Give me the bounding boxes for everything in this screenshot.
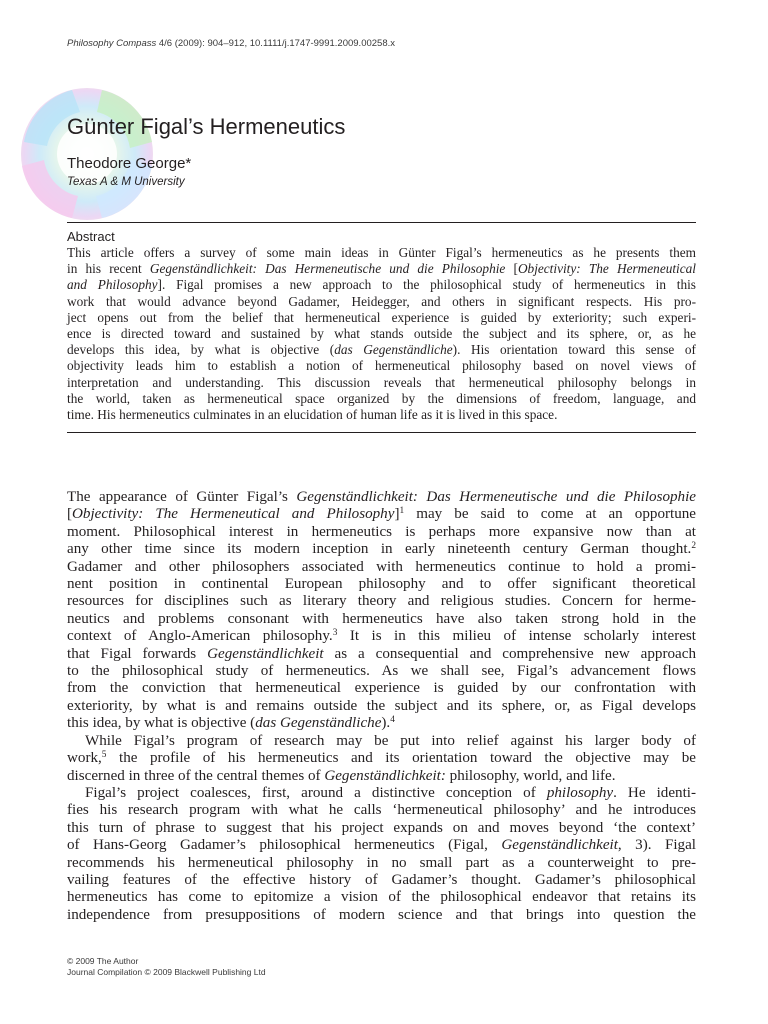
text-run: nent position in continental European philosophy and to offer significant theoretical	[67, 576, 696, 593]
text-run: interpretation and understanding. This discussion reveals that hermeneutical philosophy belongs in	[67, 374, 696, 390]
body-line	[67, 646, 696, 663]
body-line	[67, 733, 696, 750]
italic-text: Objectivity: The Hermeneutical and Philosophy	[72, 506, 395, 523]
body-line	[67, 837, 696, 854]
body-line	[67, 593, 696, 610]
abstract-line	[67, 277, 696, 293]
abstract-line	[67, 261, 696, 277]
abstract-heading: Abstract	[67, 229, 115, 244]
citation-details: 4/6 (2009): 904–912, 10.1111/j.1747-9991.2009.00258.x	[156, 38, 396, 49]
text-run: [	[505, 261, 518, 277]
body-line	[67, 820, 696, 837]
abstract-line	[67, 326, 696, 342]
body-line	[67, 506, 696, 523]
text-run: hermeneutics has come to epitomize a vision of the philosophical endeavor that retains its	[67, 889, 696, 906]
abstract-line	[67, 342, 696, 358]
text-run: to the philosophical study of hermeneutics. As we shall see, Figal’s advancement flows	[67, 663, 696, 680]
body-line	[67, 855, 696, 872]
italic-text: philosophy	[546, 784, 614, 801]
body-line	[67, 559, 696, 576]
text-run: ]	[394, 506, 400, 523]
text-run: this turn of phrase to suggest that his project expands on and moves beyond ‘the context’	[67, 819, 696, 836]
body-line	[67, 576, 696, 593]
text-run: This article offers a survey of some main ideas in Günter Figal’s hermeneutics as he presents them	[67, 245, 696, 260]
text-run: . He identi-	[613, 784, 697, 801]
italic-text: Gegenständlichkeit: Das Hermeneutische und die Philosophie	[296, 489, 696, 505]
text-run: may be said to come at an opportune	[404, 506, 696, 523]
body-line	[67, 680, 696, 697]
body-line	[67, 611, 696, 628]
italic-text: Objectivity: The Hermeneutical	[517, 261, 696, 277]
text-run: that Figal forwards	[67, 645, 208, 662]
text-run: objectivity leads him to establish a notion of hermeneutical philosophy based on novel views of	[67, 358, 696, 374]
text-run: work,	[67, 750, 102, 767]
author-name: Theodore George*	[67, 155, 192, 172]
italic-text: das Gegenständliche	[334, 342, 453, 358]
text-run: philosophy, world, and life.	[445, 767, 616, 784]
text-run: this idea, by what is objective (	[67, 715, 256, 732]
italic-text: Gegenständlichkeit	[501, 837, 618, 854]
abstract-top-rule	[67, 222, 696, 223]
text-run: Figal’s project coalesces, first, around a distinctive conception of	[85, 784, 547, 801]
abstract-line	[67, 358, 696, 374]
abstract-text	[67, 245, 696, 423]
text-run: ]. Figal promises a new approach to the philosophical study of hermeneutics in this	[157, 277, 696, 293]
text-run: ). His orientation toward this sense of	[452, 342, 696, 358]
text-run: Gadamer and other philosophers associated with hermeneutics continue to hold a promi-	[67, 558, 696, 575]
text-run: ).	[381, 715, 391, 732]
text-run: recommends his hermeneutical philosophy in no small part as a counterweight to pre-	[67, 854, 696, 871]
footnote-ref: 4	[390, 715, 395, 726]
body-line	[67, 907, 696, 924]
text-run: fies his research program with what he calls ‘hermeneutical philosophy’ and he introduces	[67, 802, 696, 819]
text-run: exteriority, by what is and remains outside the subject and its sphere, or, as Figal develops	[67, 697, 696, 714]
text-run: of Hans-Georg Gadamer’s philosophical hermeneutics (Figal,	[67, 837, 502, 854]
text-run: time. His hermeneutics culminates in an elucidation of human life as it is lived in this space.	[67, 407, 558, 423]
article-title: Günter Figal’s Hermeneutics	[67, 114, 346, 139]
italic-text: Gegenständlichkeit: Das Hermeneutische und die Philosophie	[149, 261, 506, 277]
text-run: The appearance of Günter Figal’s	[67, 489, 297, 505]
body-line	[67, 663, 696, 680]
text-run: It is in this milieu of intense scholarly interest	[337, 628, 696, 645]
footnote-ref: 1	[399, 506, 405, 517]
text-run: from the conviction that hermeneutical experience is guided by our confrontation with	[67, 680, 696, 697]
abstract-line	[67, 245, 696, 261]
body-line	[67, 768, 696, 785]
text-run: [	[67, 506, 73, 523]
italic-text: Gegenständlichkeit	[207, 645, 324, 662]
abstract-line	[67, 310, 696, 326]
author-affiliation: Texas A & M University	[67, 176, 185, 188]
body-line	[67, 715, 696, 732]
journal-citation	[67, 38, 395, 49]
body-line	[67, 524, 696, 541]
text-run: develops this idea, by what is objective (	[67, 342, 335, 358]
text-run: as a consequential and comprehensive new approach	[323, 645, 696, 662]
text-run: moment. Philosophical interest in hermeneutics is perhaps more expansive now than at	[67, 523, 696, 540]
body-line	[67, 802, 696, 819]
footnote-ref: 5	[101, 749, 107, 760]
journal-name: Philosophy Compass	[67, 38, 157, 49]
body-line	[67, 698, 696, 715]
text-run: , 3). Figal	[617, 837, 696, 854]
copyright-journal: Journal Compilation © 2009 Blackwell Publishing Ltd	[67, 967, 266, 977]
text-run: ject opens out from the belief that hermeneutical experience is guided by exteriority; such experi-	[67, 309, 696, 325]
article-body	[67, 489, 696, 924]
footnote-ref: 3	[332, 628, 338, 639]
abstract-line	[67, 375, 696, 391]
text-run: ence is directed toward and sustained by what stands outside the subject and its sphere, or, as he	[67, 326, 696, 342]
italic-text: Gegenständlichkeit:	[324, 767, 446, 784]
text-run: in his recent	[67, 261, 150, 277]
text-run: independence from presuppositions of modern science and that brings into question the	[67, 906, 696, 923]
body-line	[67, 889, 696, 906]
text-run: neutics and problems consonant with hermeneutics have also taken strong hold in the	[67, 610, 696, 627]
copyright-footer	[67, 956, 266, 978]
abstract-line	[67, 294, 696, 310]
italic-text: das Gegenständliche	[255, 715, 382, 732]
footnote-ref: 2	[691, 541, 696, 552]
text-run: vailing features of the effective history of Gadamer’s thought. Gadamer’s philosophical	[67, 871, 696, 888]
text-run: While Figal’s program of research may be put into relief against his larger body of	[85, 732, 696, 749]
body-line	[67, 785, 696, 802]
text-run: discerned in three of the central themes of	[67, 767, 325, 784]
body-line	[67, 628, 696, 645]
text-run: work that would advance beyond Gadamer, Heidegger, and others in significant respects. His pro-	[67, 293, 696, 309]
body-line	[67, 541, 696, 558]
abstract-line	[67, 391, 696, 407]
body-line	[67, 489, 696, 506]
text-run: the profile of his hermeneutics and its orientation toward the objective may be	[106, 750, 696, 767]
italic-text: and Philosophy	[67, 277, 158, 293]
copyright-author: © 2009 The Author	[67, 956, 139, 966]
abstract-line	[67, 407, 696, 423]
abstract-bottom-rule	[67, 432, 696, 433]
text-run: any other time since its modern inception in early nineteenth century German thought.	[67, 541, 692, 558]
text-run: the world, taken as hermeneutical space organized by the dimensions of freedom, language, and	[67, 390, 696, 406]
text-run: context of Anglo-American philosophy.	[67, 628, 333, 645]
body-line	[67, 750, 696, 767]
body-line	[67, 872, 696, 889]
text-run: resources for disciplines such as literary theory and religious studies. Concern for herme-	[67, 593, 696, 610]
